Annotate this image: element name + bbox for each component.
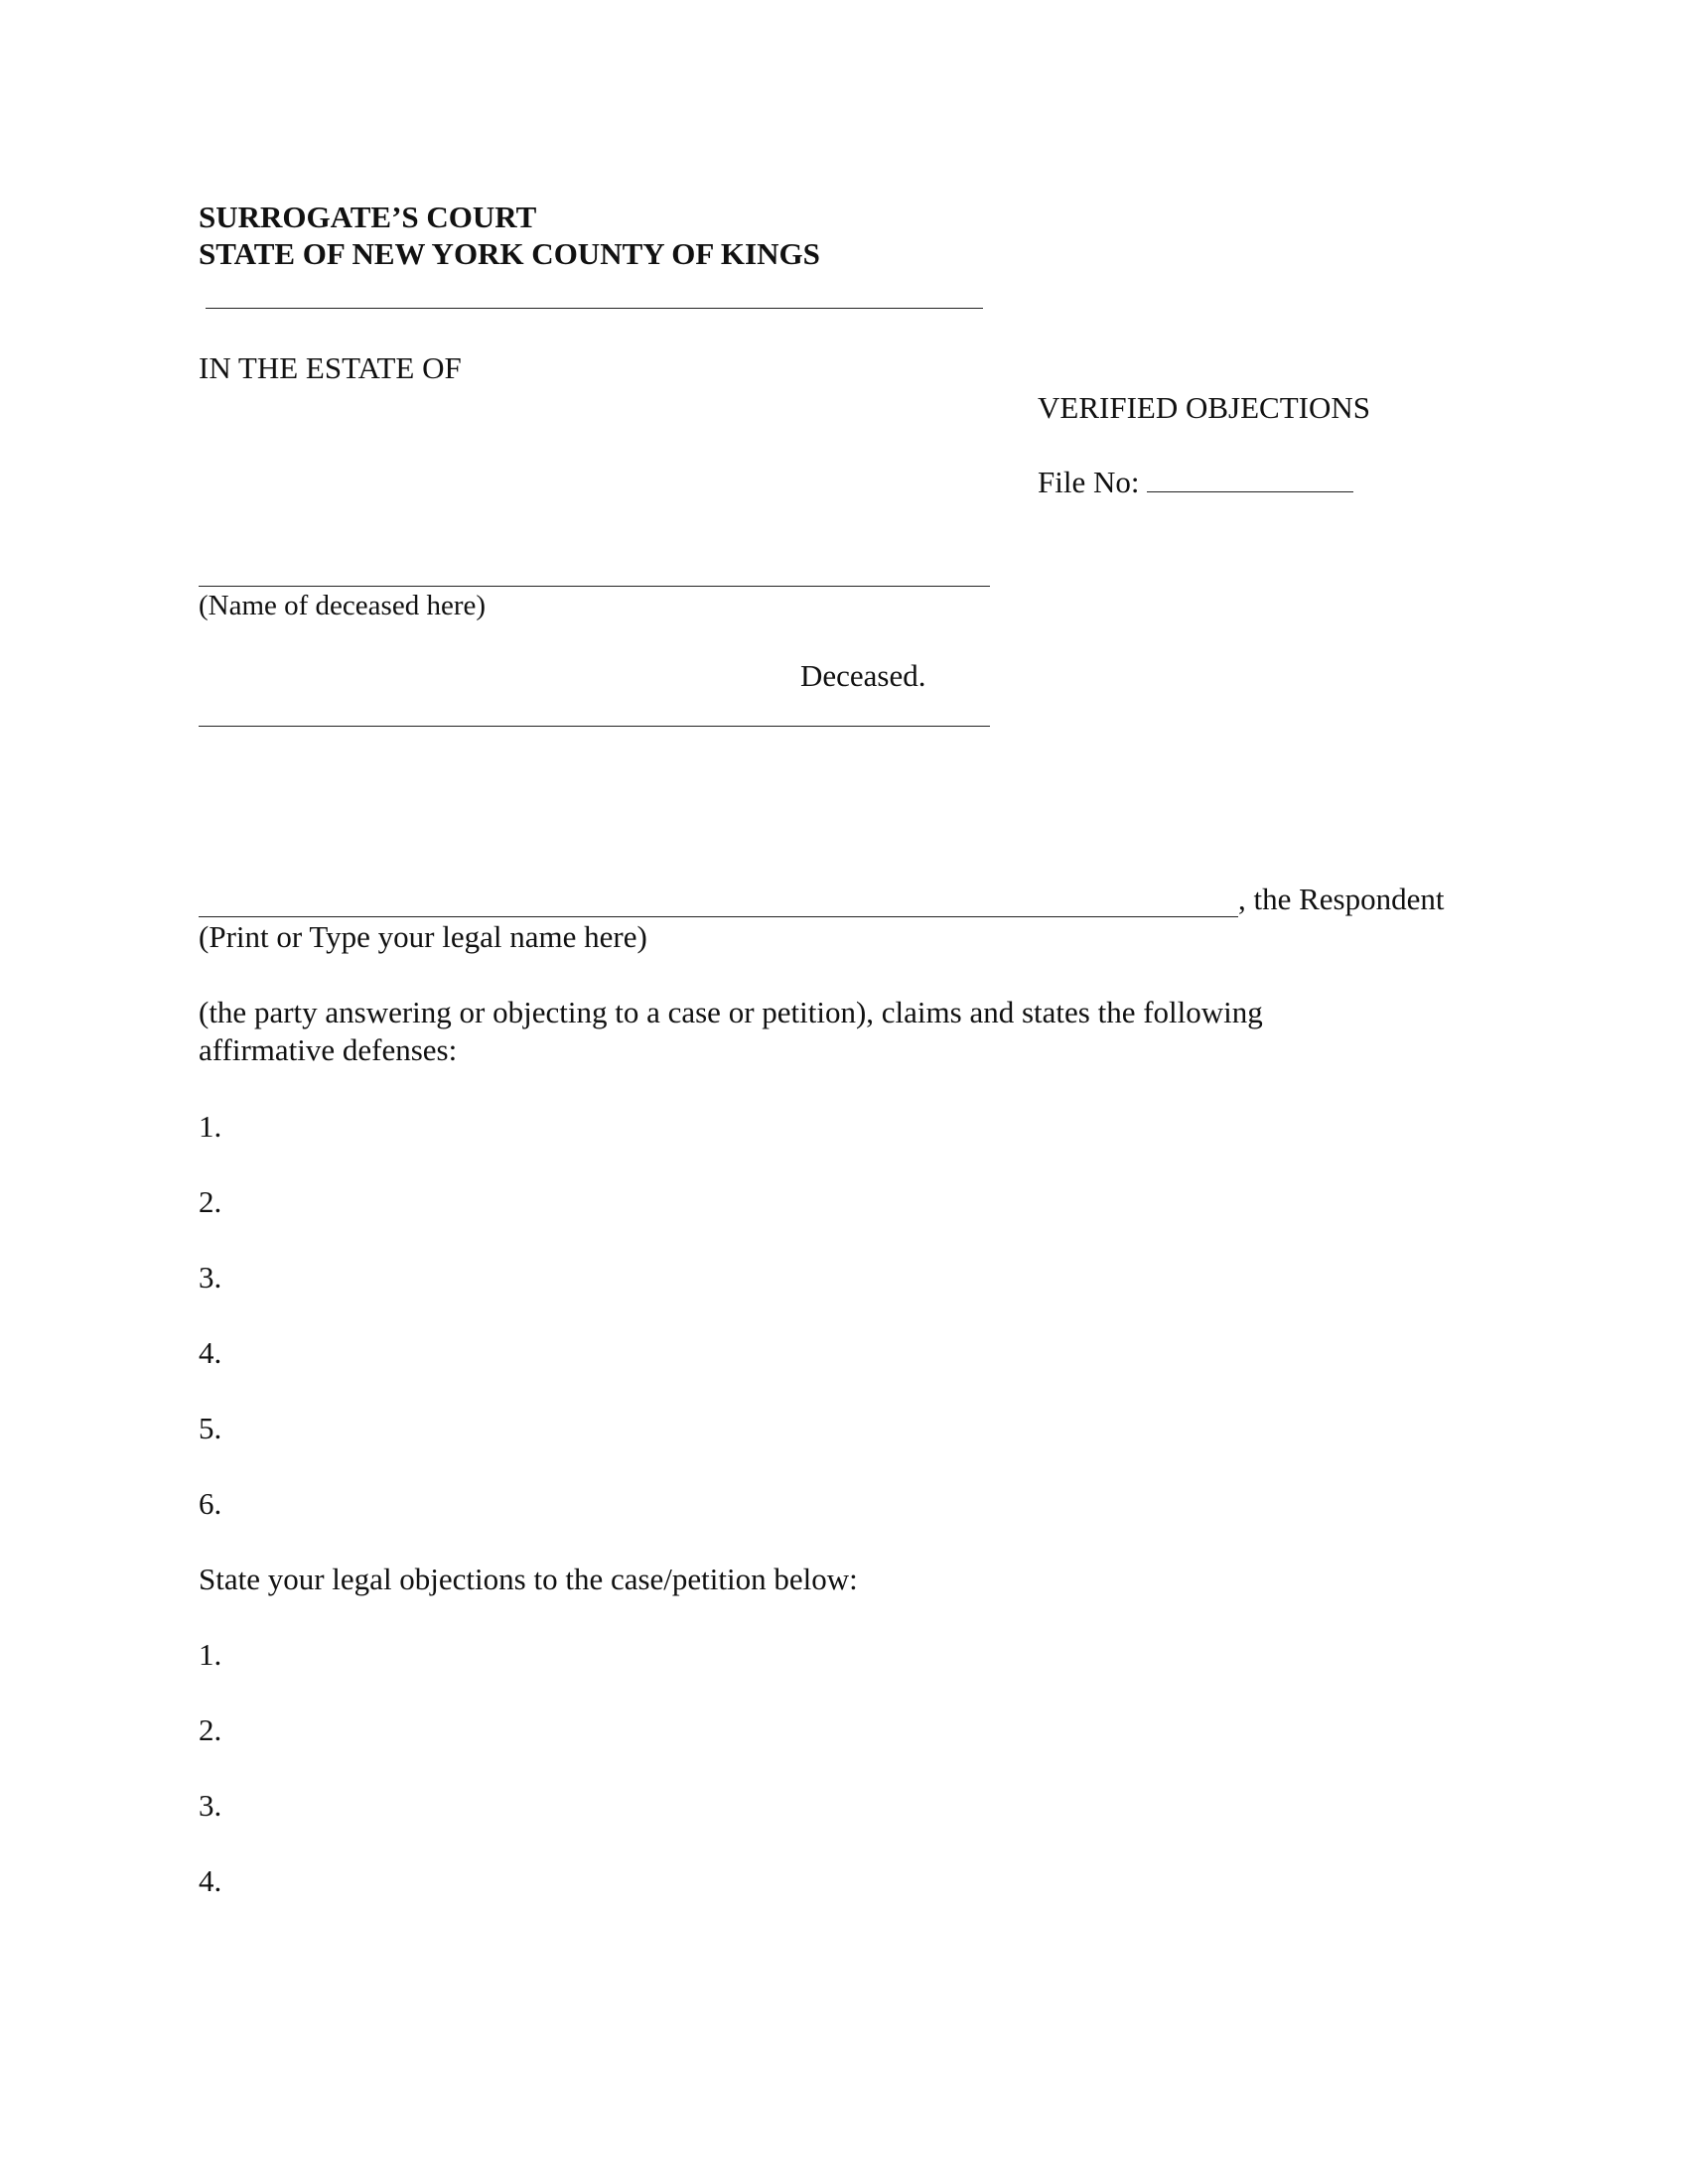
court-jurisdiction: STATE OF NEW YORK COUNTY OF KINGS — [199, 236, 820, 271]
court-name: SURROGATE’S COURT — [199, 200, 537, 234]
respondent-name-hint: (Print or Type your legal name here) — [199, 919, 647, 954]
objection-item-2: 2. — [199, 1712, 222, 1747]
caption-top-rule — [206, 308, 983, 309]
defense-item-2: 2. — [199, 1184, 222, 1219]
objection-item-4: 4. — [199, 1863, 222, 1898]
deceased-name-hint: (Name of deceased here) — [199, 590, 487, 621]
document-title: VERIFIED OBJECTIONS — [1038, 390, 1370, 425]
respondent-statement-line2: affirmative defenses: — [199, 1032, 458, 1067]
respondent-statement-line1: (the party answering or objecting to a case or petition), claims and states the following — [199, 995, 1263, 1029]
defense-item-6: 6. — [199, 1486, 222, 1521]
estate-label: IN THE ESTATE OF — [199, 350, 462, 385]
defense-item-3: 3. — [199, 1260, 222, 1295]
caption-bottom-rule — [199, 726, 990, 727]
respondent-suffix: , the Respondent — [1238, 882, 1445, 916]
file-number-line — [1038, 464, 1353, 501]
defense-item-4: 4. — [199, 1335, 222, 1370]
deceased-label: Deceased. — [800, 658, 926, 693]
file-number-label: File No: — [1038, 465, 1140, 499]
defense-item-5: 5. — [199, 1411, 222, 1445]
respondent-name-blank[interactable] — [199, 916, 1238, 917]
file-number-blank[interactable] — [1147, 466, 1353, 492]
defense-item-1: 1. — [199, 1109, 222, 1144]
objection-item-1: 1. — [199, 1637, 222, 1672]
objections-intro: State your legal objections to the case/petition below: — [199, 1562, 858, 1596]
objection-item-3: 3. — [199, 1788, 222, 1823]
